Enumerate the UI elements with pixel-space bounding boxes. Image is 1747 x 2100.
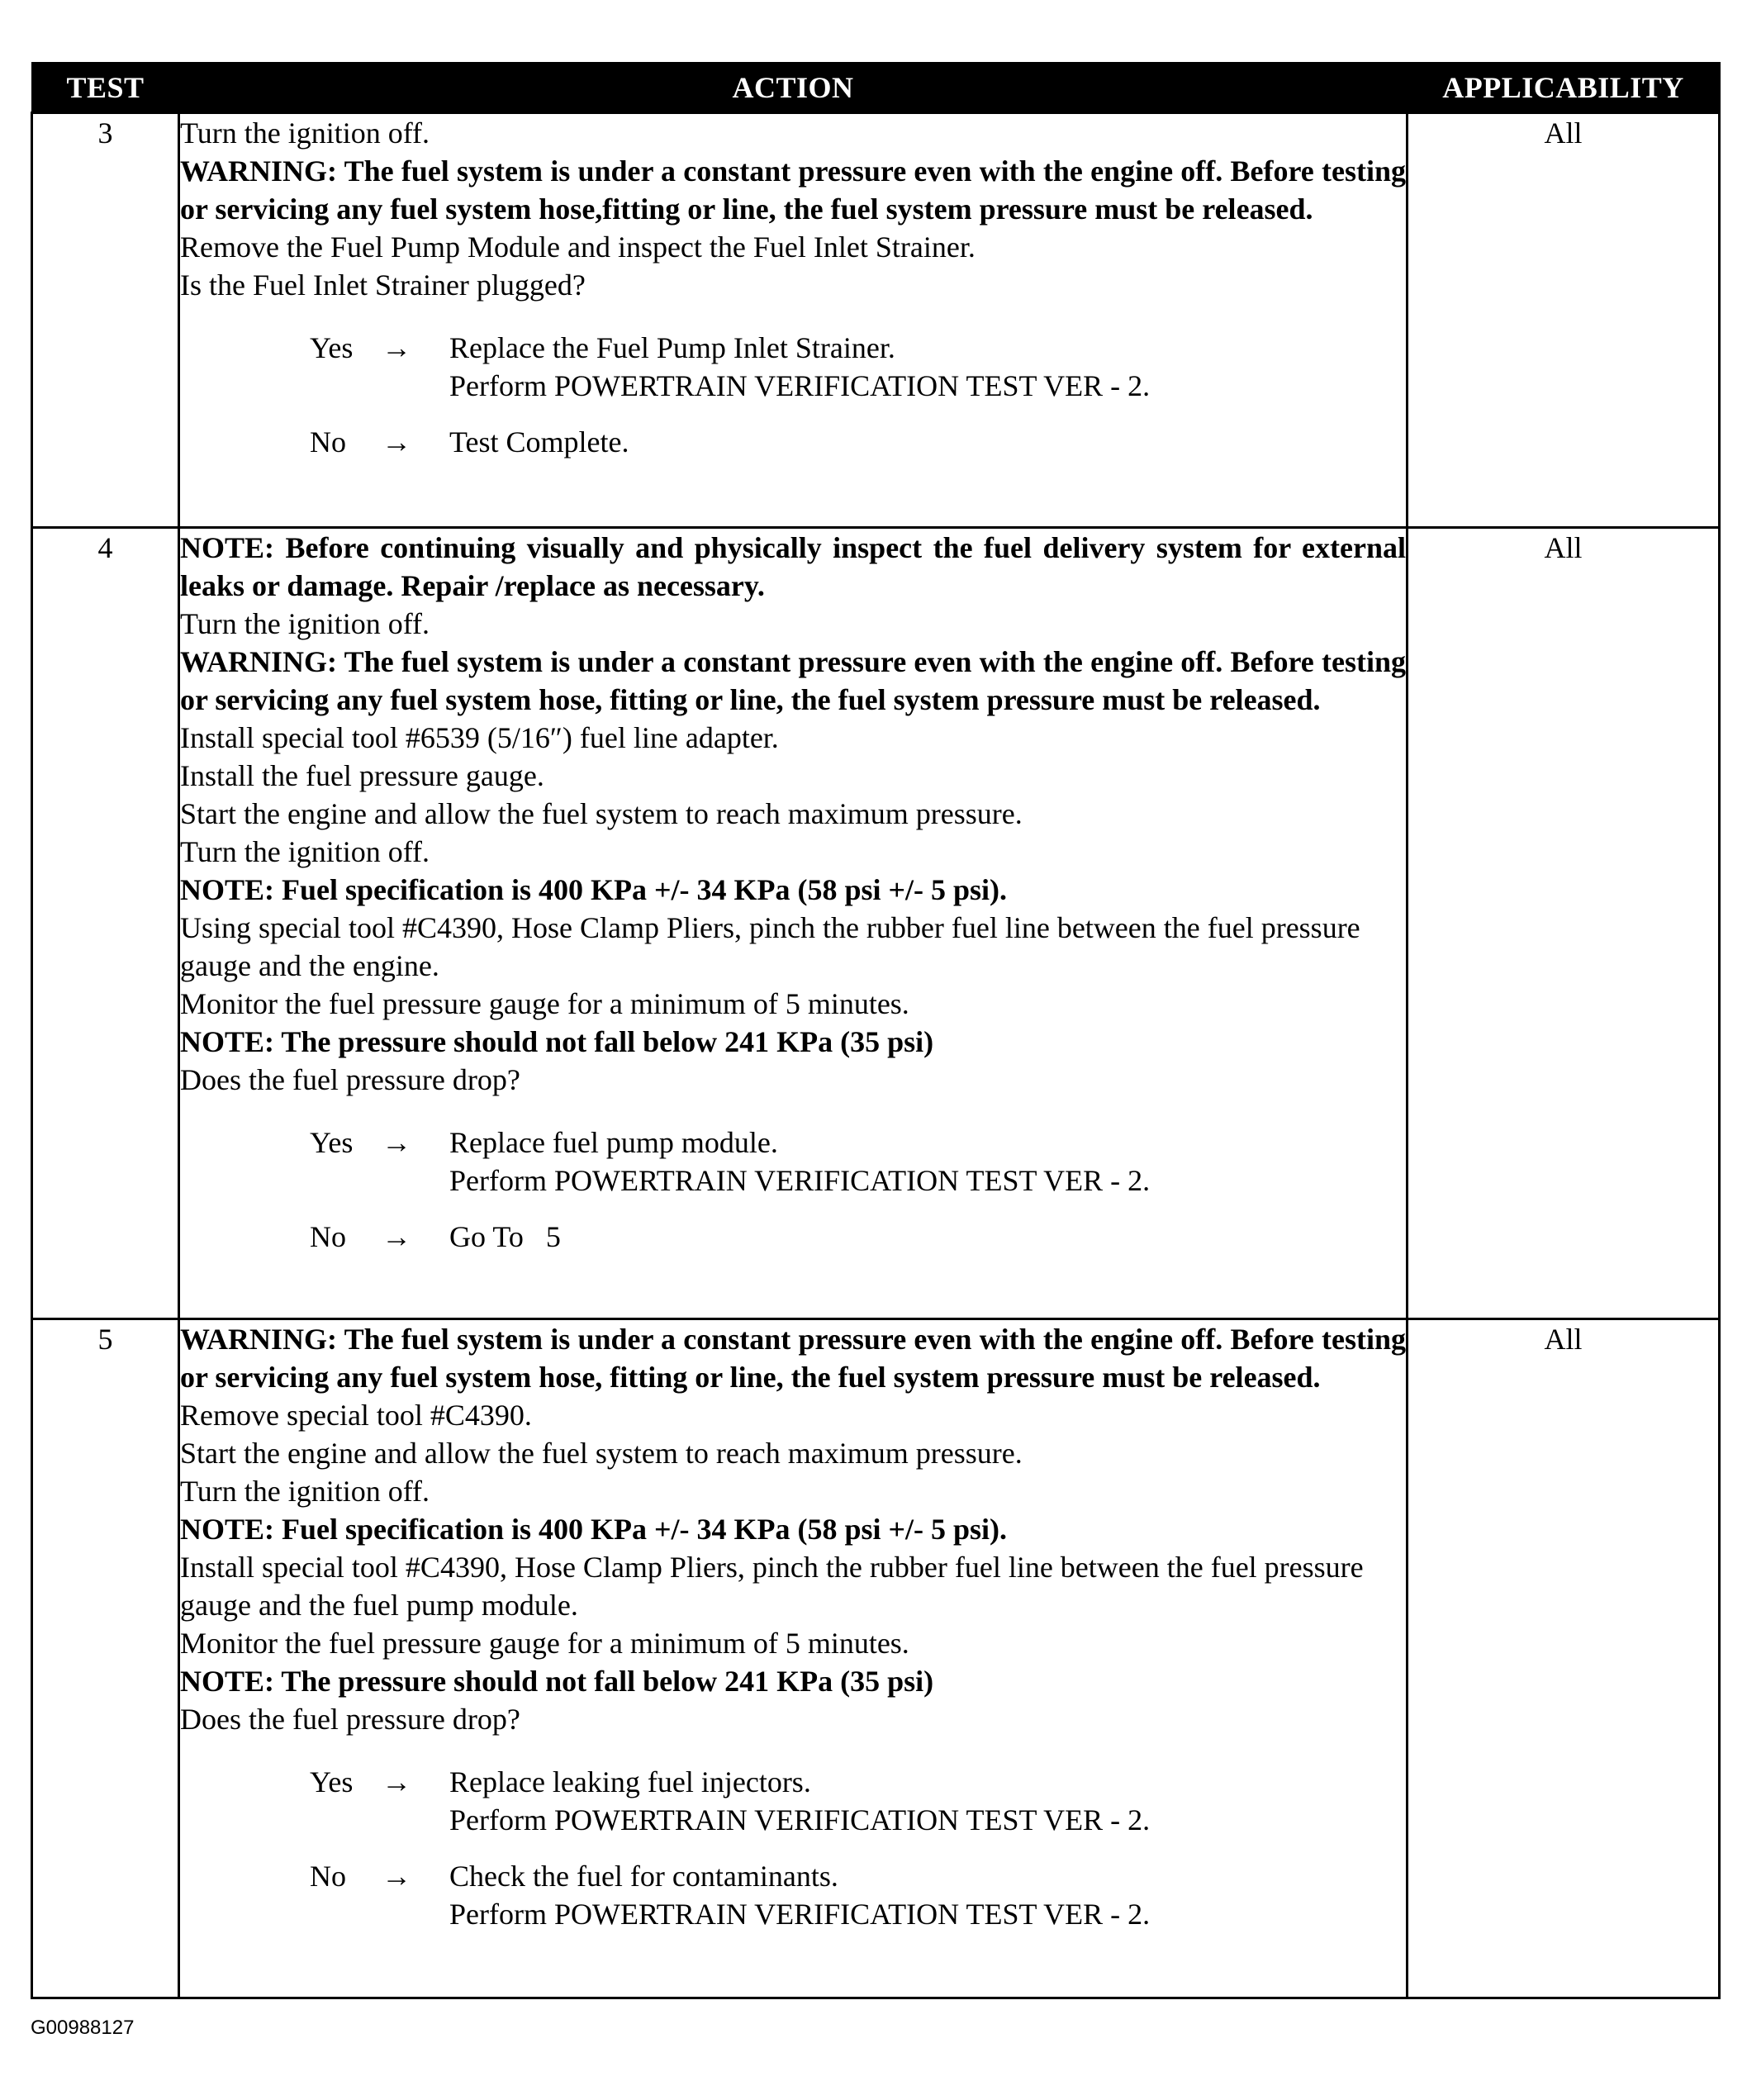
header-action: ACTION bbox=[179, 63, 1408, 113]
result-label: Yes bbox=[310, 1765, 354, 1798]
action-cell bbox=[179, 528, 1408, 1319]
arrow-right-icon: → bbox=[382, 331, 411, 364]
applicability-value: All bbox=[1408, 113, 1720, 528]
result-label: No bbox=[310, 1860, 346, 1893]
action-cell bbox=[179, 1319, 1408, 1998]
note-text: NOTE: Before continuing visually and physically inspect the fuel delivery system for external leaks or damage. Repair /replace as necessary. bbox=[180, 531, 1406, 602]
question-line: Does the fuel pressure drop? bbox=[180, 1063, 520, 1096]
applicability-value: All bbox=[1408, 528, 1720, 1319]
result-label: Yes bbox=[310, 331, 354, 364]
result-yes bbox=[180, 329, 1406, 405]
arrow-right-icon: → bbox=[382, 1126, 411, 1159]
question-line: Is the Fuel Inlet Strainer plugged? bbox=[180, 268, 586, 302]
test-number: 5 bbox=[32, 1319, 179, 1998]
result-no bbox=[180, 1857, 1406, 1933]
result-text: Check the fuel for contaminants. bbox=[449, 1860, 838, 1893]
result-yes bbox=[180, 1124, 1406, 1200]
result-label: No bbox=[310, 1220, 346, 1253]
action-line: Remove the Fuel Pump Module and inspect the Fuel Inlet Strainer. bbox=[180, 230, 976, 264]
note-text: NOTE: The pressure should not fall below 241 KPa (35 psi) bbox=[180, 1025, 934, 1058]
action-line: Turn the ignition off. bbox=[180, 1475, 430, 1508]
note-text: NOTE: The pressure should not fall below 241 KPa (35 psi) bbox=[180, 1665, 934, 1698]
figure-id: G00988127 bbox=[31, 2017, 135, 2039]
table-row bbox=[32, 528, 1720, 1319]
action-line: Turn the ignition off. bbox=[180, 607, 430, 640]
result-text: Replace fuel pump module. bbox=[449, 1126, 778, 1159]
diagnostic-procedure bbox=[31, 62, 1718, 1999]
result-text: Perform POWERTRAIN VERIFICATION TEST VER - 2. bbox=[449, 1164, 1151, 1197]
warning-text: WARNING: The fuel system is under a constant pressure even with the engine off. Before testing or servicing any fuel system hose,fitting or line, the fuel system pressure must be released. bbox=[180, 154, 1406, 226]
action-line: Install special tool #6539 (5/16″) fuel line adapter. bbox=[180, 721, 779, 754]
table-row bbox=[32, 1319, 1720, 1998]
result-text: Replace the Fuel Pump Inlet Strainer. bbox=[449, 331, 895, 364]
header-applicability: APPLICABILITY bbox=[1408, 63, 1720, 113]
arrow-right-icon: → bbox=[382, 1860, 411, 1893]
note-text: NOTE: Fuel specification is 400 KPa +/- 34 KPa (58 psi +/- 5 psi). bbox=[180, 1513, 1008, 1546]
result-no bbox=[180, 1218, 1406, 1256]
arrow-right-icon: → bbox=[382, 425, 411, 458]
action-line: Turn the ignition off. bbox=[180, 116, 430, 150]
result-text: Perform POWERTRAIN VERIFICATION TEST VER - 2. bbox=[449, 1898, 1151, 1931]
arrow-right-icon: → bbox=[382, 1220, 411, 1253]
result-text: Test Complete. bbox=[449, 425, 629, 458]
action-line: Turn the ignition off. bbox=[180, 835, 430, 868]
action-line: Start the engine and allow the fuel system to reach maximum pressure. bbox=[180, 1437, 1023, 1470]
result-text: Perform POWERTRAIN VERIFICATION TEST VER - 2. bbox=[449, 1803, 1151, 1836]
note-text: NOTE: Fuel specification is 400 KPa +/- 34 KPa (58 psi +/- 5 psi). bbox=[180, 873, 1008, 906]
result-no bbox=[180, 423, 1406, 461]
warning-text: WARNING: The fuel system is under a constant pressure even with the engine off. Before testing or servicing any fuel system hose, fitting or line, the fuel system pressure must be released. bbox=[180, 1323, 1406, 1394]
table-row bbox=[32, 113, 1720, 528]
result-yes bbox=[180, 1763, 1406, 1839]
applicability-value: All bbox=[1408, 1319, 1720, 1998]
test-table bbox=[31, 62, 1721, 1999]
action-line: Using special tool #C4390, Hose Clamp Pliers, pinch the rubber fuel line between the fuel pressure gauge and the engine. bbox=[180, 911, 1360, 982]
result-label: No bbox=[310, 425, 346, 458]
table-header-row bbox=[32, 63, 1720, 113]
result-text: Perform POWERTRAIN VERIFICATION TEST VER - 2. bbox=[449, 369, 1151, 402]
action-line: Remove special tool #C4390. bbox=[180, 1399, 532, 1432]
test-number: 3 bbox=[32, 113, 179, 528]
warning-text: WARNING: The fuel system is under a constant pressure even with the engine off. Before testing or servicing any fuel system hose, fitting or line, the fuel system pressure must be released. bbox=[180, 645, 1406, 716]
action-line: Monitor the fuel pressure gauge for a minimum of 5 minutes. bbox=[180, 1627, 909, 1660]
result-label: Yes bbox=[310, 1126, 354, 1159]
test-number: 4 bbox=[32, 528, 179, 1319]
action-line: Install the fuel pressure gauge. bbox=[180, 759, 544, 792]
action-line: Monitor the fuel pressure gauge for a minimum of 5 minutes. bbox=[180, 987, 909, 1020]
result-text: Go To 5 bbox=[449, 1220, 561, 1253]
action-line: Install special tool #C4390, Hose Clamp Pliers, pinch the rubber fuel line between the fuel pressure gauge and the fuel pump module. bbox=[180, 1551, 1364, 1622]
result-text: Replace leaking fuel injectors. bbox=[449, 1765, 811, 1798]
arrow-right-icon: → bbox=[382, 1765, 411, 1798]
question-line: Does the fuel pressure drop? bbox=[180, 1703, 520, 1736]
header-test: TEST bbox=[32, 63, 179, 113]
action-line: Start the engine and allow the fuel system to reach maximum pressure. bbox=[180, 797, 1023, 830]
action-cell bbox=[179, 113, 1408, 528]
